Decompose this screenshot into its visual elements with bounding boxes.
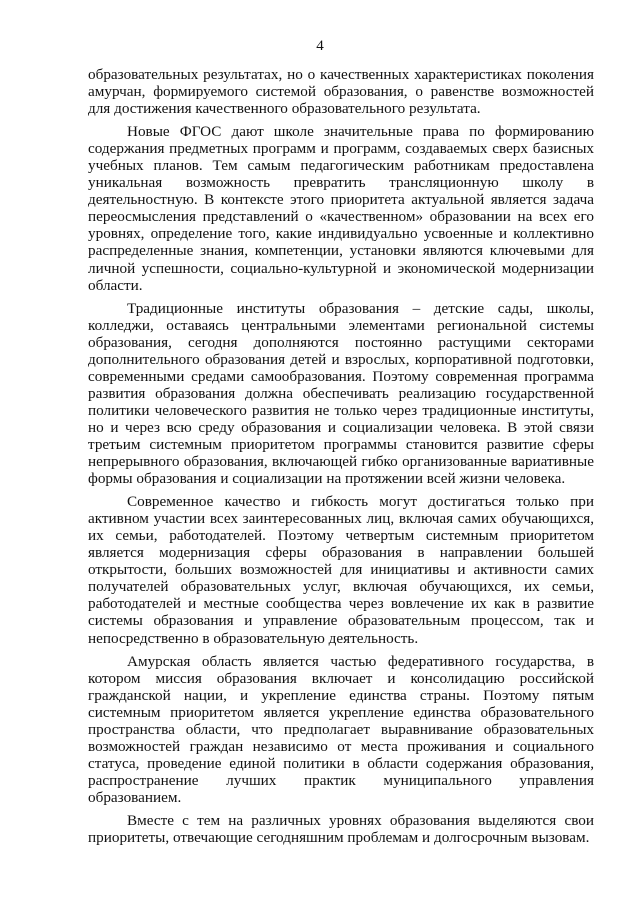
paragraph-3: Традиционные институты образования – детские сады, школы, колледжи, оставаясь центральными элементами региональной системы образования, сегодня дополняются постоянно растущими секторами дополнительного образования детей и взрослых, корпоративной подготовки, современными средами самообразования. Поэтому современная программа развития образования должна обеспечивать реализацию государственной политики человеческого развития не только через традиционные институты, но и через всю среду образования и социализации человека. В этой связи третьим системным приоритетом программы становится развитие сферы непрерывного образования, включающей гибко организованные вариативные формы образования и социализации на протяжении всей жизни человека.: [88, 299, 594, 488]
paragraph-5: Амурская область является частью федеративного государства, в котором миссия образования включает и консолидацию российской гражданской нации, и укрепление единства страны. Поэтому пятым системным приоритетом является укрепление единства образовательного пространства области, что предполагает выравнивание образовательных возможностей граждан независимо от места проживания и социального статуса, проведение единой политики в области содержания образования, распространение лучших практик муниципального управления образованием.: [88, 652, 594, 806]
paragraph-1: образовательных результатах, но о качественных характеристиках поколения амурчан, формируемого системой образования, о равенстве возможностей для достижения качественного образовательного результата.: [88, 66, 594, 118]
body-text: [88, 66, 594, 852]
paragraph-2: Новые ФГОС дают школе значительные права по формированию содержания предметных программ и программ, создаваемых сверх базисных учебных планов. Тем самым педагогическим работникам предоставлена уникальная возможность превратить трансляционную школу в деятельностную. В контексте этого приоритета актуальной является задача переосмысления представлений о «качественном» образовании на всех его уровнях, определение того, какие индивидуально усвоенные и коллективно распределенные знания, компетенции, установки являются ключевыми для личной успешности, социально-культурной и экономической модернизации области.: [88, 123, 594, 294]
page-number: 4: [316, 38, 324, 54]
paragraph-4: Современное качество и гибкость могут достигаться только при активном участии всех заинтересованных лиц, включая самих обучающихся, их семьи, работодателей. Поэтому четвертым системным приоритетом является модернизация сферы образования в направлении большей открытости, больших возможностей для инициативы и активности самих получателей образовательных услуг, включая обучающихся, их семьи, работодателей и местные сообщества через вовлечение их как в развитие системы образования и управление образовательным процессом, так и непосредственно в образовательную деятельность.: [88, 493, 594, 647]
paragraph-6: Вместе с тем на различных уровнях образования выделяются свои приоритеты, отвечающие сегодняшним проблемам и долгосрочным вызовам.: [88, 811, 594, 847]
